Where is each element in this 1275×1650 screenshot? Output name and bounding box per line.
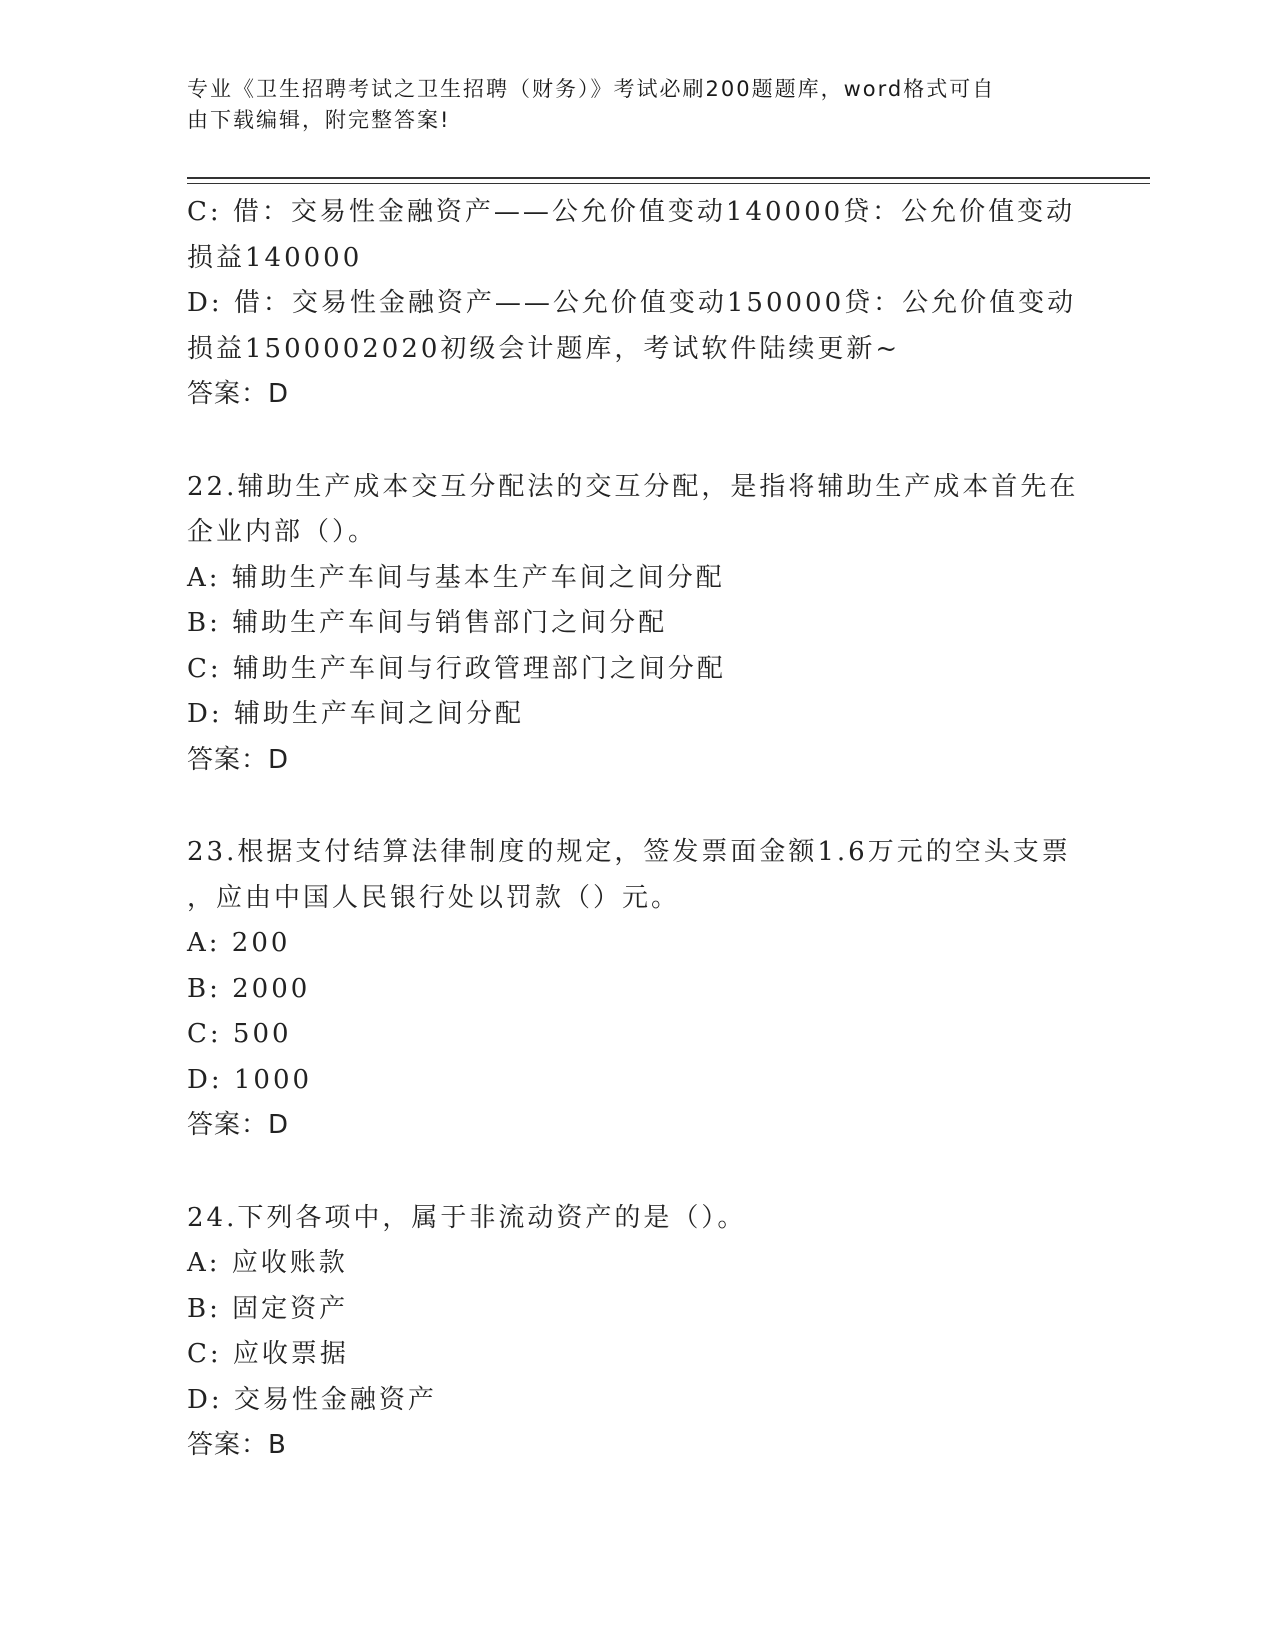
question-21-tail	[187, 190, 1087, 418]
option-c: C: 应收票据	[187, 1339, 349, 1369]
option-c: C: 辅助生产车间与行政管理部门之间分配	[187, 653, 726, 684]
option-d: D: 借：交易性金融资产——公允价值变动150000贷：公允价值变动	[187, 288, 1077, 318]
option-b: B: 辅助生产车间与销售部门之间分配	[187, 608, 668, 638]
question-title: 22.辅助生产成本交互分配法的交互分配，是指将辅助生产成本首先在	[187, 471, 1079, 502]
option-a: A: 辅助生产车间与基本生产车间之间分配	[187, 562, 725, 593]
option-d: D: 辅助生产车间之间分配	[187, 699, 524, 729]
option-c: C: 借：交易性金融资产——公允价值变动140000贷：公允价值变动	[187, 197, 1076, 227]
question-24	[187, 1196, 1087, 1469]
page-header	[187, 74, 1067, 136]
option-c-continued: 损益140000	[187, 242, 363, 273]
question-title-continued: 企业内部（）。	[187, 517, 378, 547]
option-a: A: 200	[187, 928, 291, 958]
option-d: D: 1000	[187, 1064, 313, 1095]
header-divider-thick	[187, 177, 1150, 179]
option-b: B: 固定资产	[187, 1293, 349, 1324]
option-d: D: 交易性金融资产	[187, 1384, 437, 1415]
question-23	[187, 830, 1087, 1149]
answer: 答案：D	[187, 379, 290, 409]
answer: 答案：D	[187, 744, 290, 775]
question-title: 23.根据支付结算法律制度的规定，签发票面金额1.6万元的空头支票	[187, 837, 1071, 867]
question-title-continued: ，应由中国人民银行处以罚款（）元。	[187, 882, 681, 913]
option-a: A: 应收账款	[187, 1248, 348, 1278]
question-content	[187, 190, 1087, 1469]
question-title: 24.下列各项中，属于非流动资产的是（）。	[187, 1202, 747, 1233]
answer: 答案：B	[187, 1430, 287, 1460]
header-line-1: 专业《卫生招聘考试之卫生招聘（财务）》考试必刷200题题库，word格式可自	[187, 77, 996, 101]
option-d-continued: 损益1500002020初级会计题库，考试软件陆续更新~	[187, 333, 901, 364]
header-line-2: 由下载编辑，附完整答案!	[187, 108, 451, 132]
header-divider-thin	[187, 183, 1150, 184]
option-b: B: 2000	[187, 973, 311, 1004]
answer: 答案：D	[187, 1110, 290, 1140]
option-c: C: 500	[187, 1019, 292, 1049]
question-22	[187, 465, 1087, 784]
